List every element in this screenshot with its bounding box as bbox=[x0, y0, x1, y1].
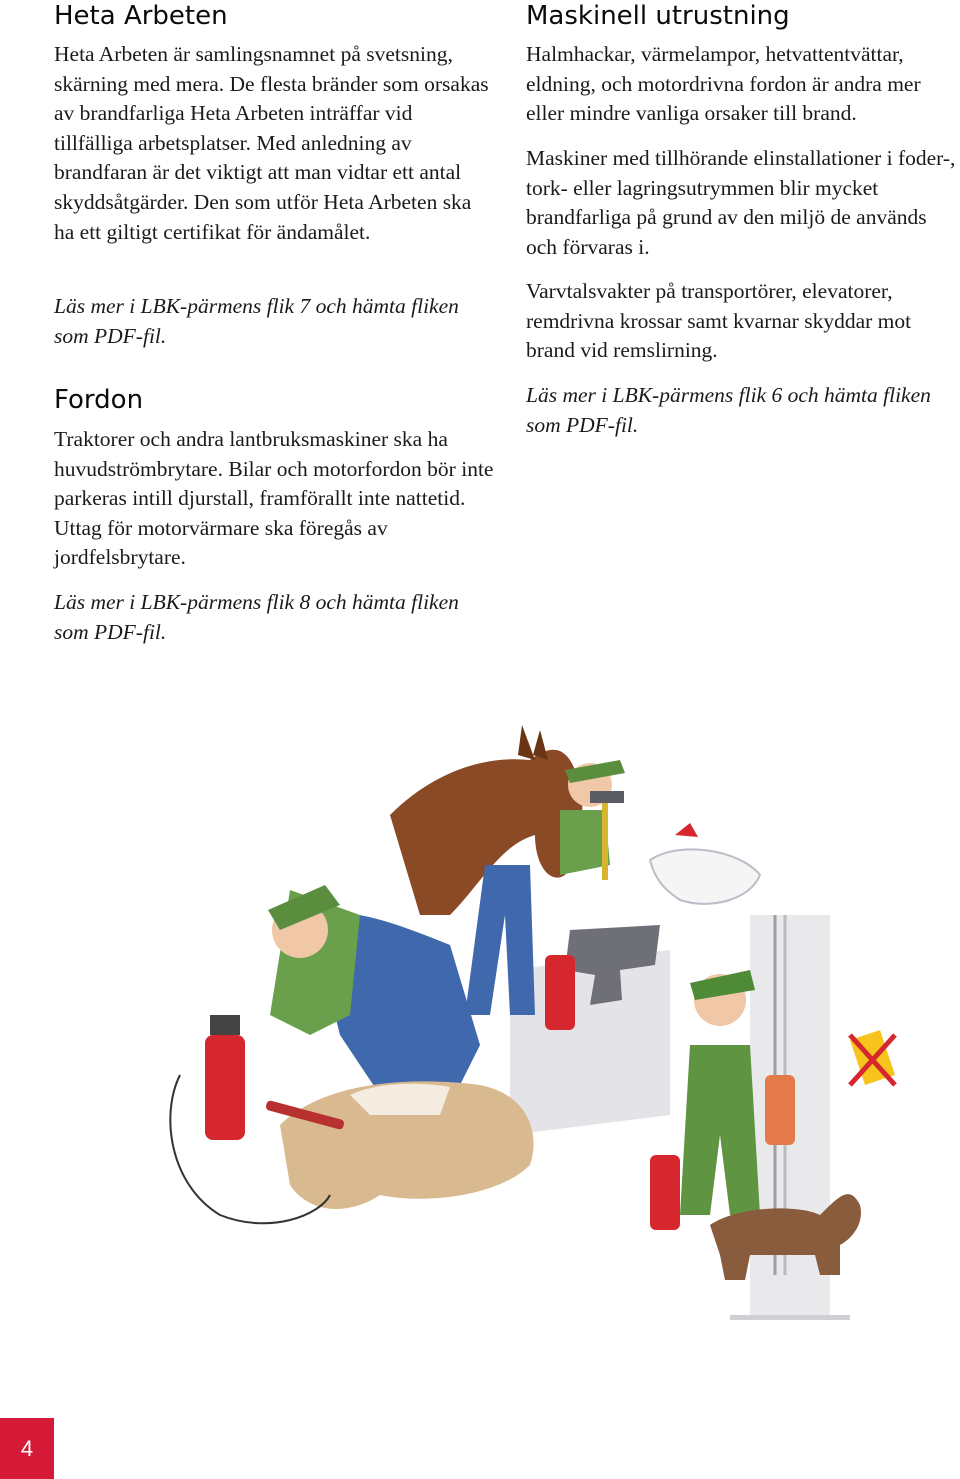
fire-extinguisher-middle bbox=[545, 955, 575, 1030]
farm-safety-illustration bbox=[150, 715, 940, 1335]
fire-extinguisher-left bbox=[205, 1035, 245, 1140]
fordon-body: Traktorer och andra lantbruksmaskiner ska ha huvudströmbrytare. Bilar och motorfordon bör inte parkeras intill djurstall, framförallt inte nattetid. Uttag för motorvärmare ska föregås av jordfelsbrytare. bbox=[54, 427, 494, 570]
maskinell-read-more: Läs mer i LBK-pärmens flik 6 och hämta fliken som PDF-fil. bbox=[526, 383, 931, 437]
maskinell-paragraph-2: Maskiner med tillhörande elinstallationer i foder-, tork- eller lagringsutrymmen blir mycket brandfarliga på grund av den miljö de används och förvaras i. bbox=[526, 146, 956, 259]
chicken bbox=[650, 849, 760, 903]
page-number: 4 bbox=[0, 1418, 54, 1479]
heta-arbeten-body: Heta Arbeten är samlingsnamnet på svetsning, skärning med mera. De flesta bränder som orsakas av brandfarliga Heta Arbeten inträffar vid tillfälliga arbetsplatser. Med anledning av brandfaran är det viktigt att man vidtar ett antal skyddsåtgärder. Den som utför Heta Arbeten ska ha ett giltigt certifikat för ändamålet. bbox=[54, 42, 489, 244]
inspector-body bbox=[680, 1045, 760, 1215]
fordon-read-more: Läs mer i LBK-pärmens flik 8 och hämta fliken som PDF-fil. bbox=[54, 590, 459, 644]
table bbox=[510, 950, 670, 1135]
fire-extinguisher-right bbox=[650, 1155, 680, 1230]
maskinell-heading: Maskinell utrustning bbox=[526, 1, 790, 31]
hammer bbox=[602, 795, 608, 880]
heta-arbeten-read-more: Läs mer i LBK-pärmens flik 7 och hämta fliken som PDF-fil. bbox=[54, 294, 459, 348]
heta-arbeten-heading: Heta Arbeten bbox=[54, 1, 228, 31]
maskinell-paragraph-3: Varvtalsvakter på transportörer, elevatorer, remdrivna krossar samt kvarnar skyddar mot brand vid remslirning. bbox=[526, 279, 912, 363]
inspector-extinguisher bbox=[765, 1075, 795, 1145]
farrier-overalls bbox=[465, 865, 535, 1015]
fordon-heading: Fordon bbox=[54, 385, 144, 415]
maskinell-paragraph-1: Halmhackar, värmelampor, hetvattentvättar, eldning, och motordrivna fordon är andra mer eller mindre vanliga orsaker till brand. bbox=[526, 42, 921, 126]
